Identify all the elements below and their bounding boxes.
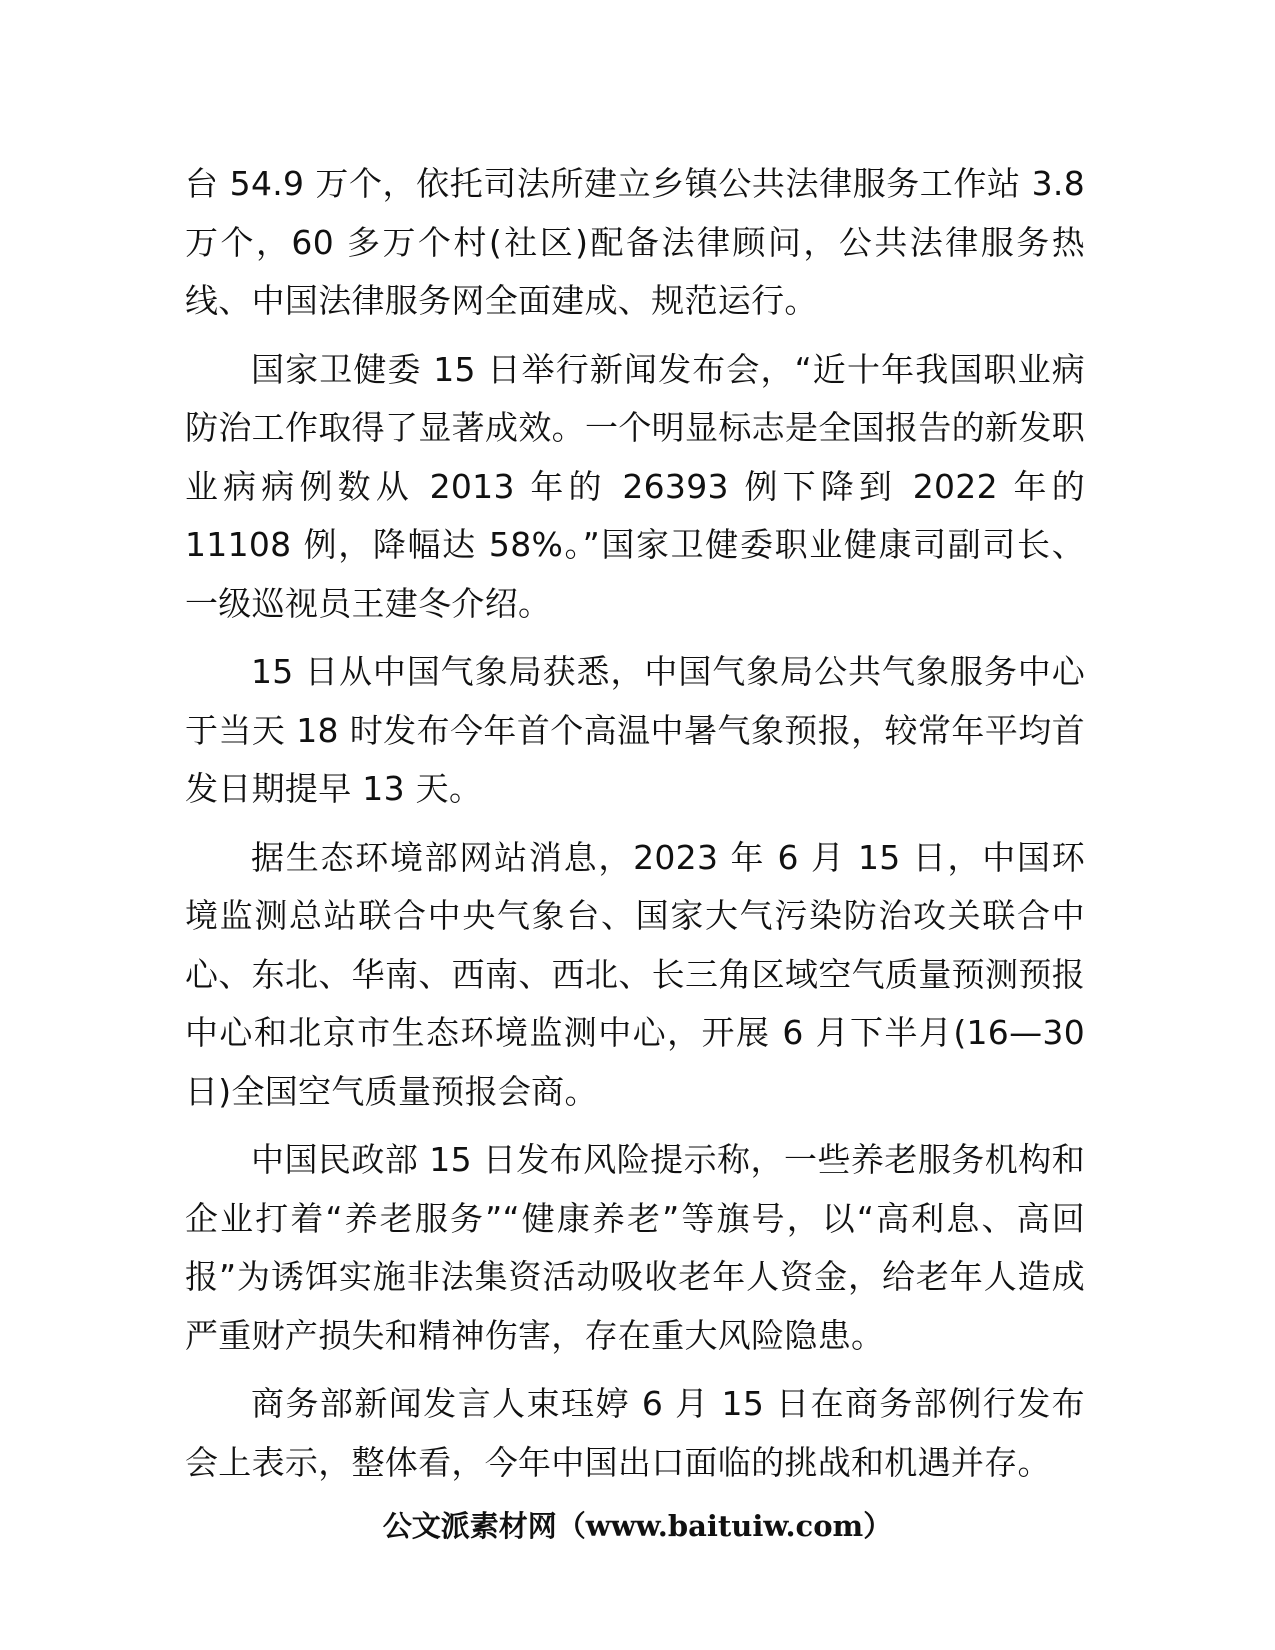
- paragraph-legal-services: 台 54.9 万个，依托司法所建立乡镇公共法律服务工作站 3.8 万个，60 多万个村(社区)配备法律顾问，公共法律服务热线、中国法律服务网全面建成、规范运行。: [185, 164, 1085, 320]
- paragraph-heat-forecast: 15 日从中国气象局获悉，中国气象局公共气象服务中心于当天 18 时发布今年首个高温中暑气象预报，较常年平均首发日期提早 13 天。: [185, 652, 1085, 808]
- paragraph-occupational-disease: 国家卫健委 15 日举行新闻发布会，“近十年我国职业病防治工作取得了显著成效。一个明显标志是全国报告的新发职业病病例数从 2013 年的 26393 例下降到 2022 年的 11108 例，降幅达 58%。”国家卫健委职业健康司副司长、一级巡视员王建冬介绍。: [185, 349, 1085, 623]
- footer-watermark: 公文派素材网（www.baituiw.com）: [382, 1509, 893, 1543]
- paragraph-air-quality: 据生态环境部网站消息，2023 年 6 月 15 日，中国环境监测总站联合中央气象台、国家大气污染防治攻关联合中心、东北、华南、西南、西北、长三角区域空气质量预测预报中心和北京市生态环境监测中心，开展 6 月下半月(16—30 日)全国空气质量预报会商。: [185, 837, 1085, 1111]
- paragraph-elderly-risk: 中国民政部 15 日发布风险提示称，一些养老服务机构和企业打着“养老服务”“健康养老”等旗号，以“高利息、高回报”为诱饵实施非法集资活动吸收老年人资金，给老年人造成严重财产损失和精神伤害，存在重大风险隐患。: [185, 1140, 1085, 1355]
- document-body: [185, 155, 1085, 1502]
- paragraph-commerce-exports: 商务部新闻发言人束珏婷 6 月 15 日在商务部例行发布会上表示，整体看，今年中国出口面临的挑战和机遇并存。: [185, 1384, 1085, 1482]
